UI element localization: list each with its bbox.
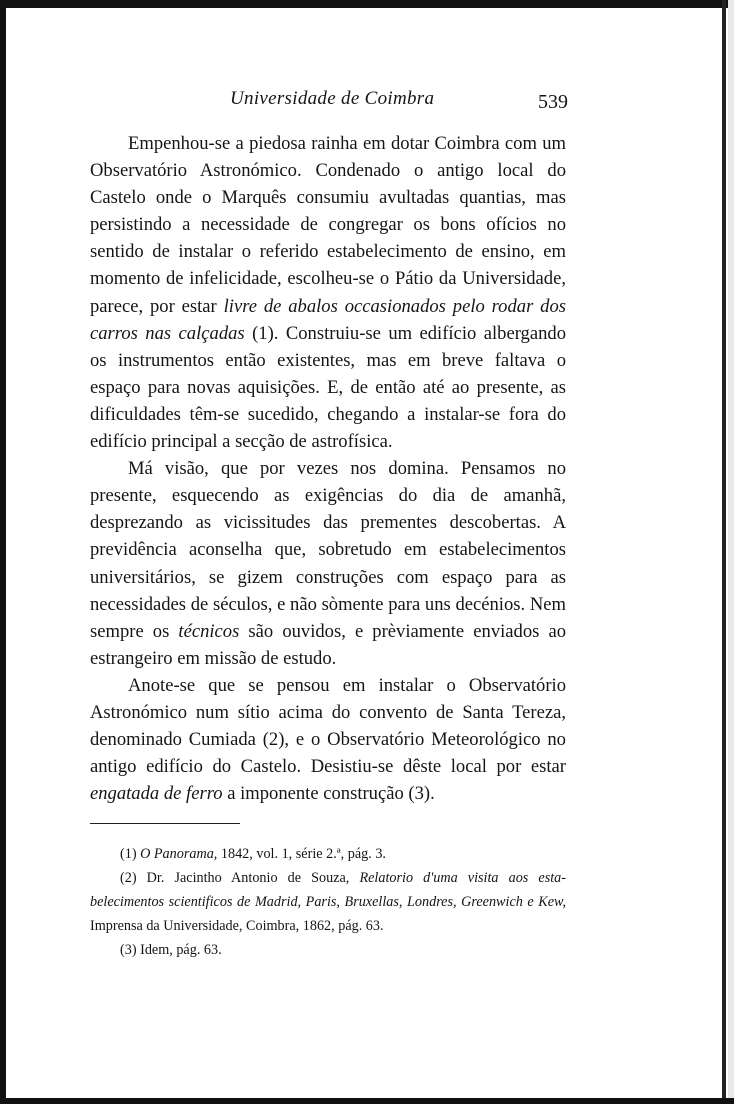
page-header (90, 88, 570, 118)
paragraph-1-quote: livre de abalos occasionados pelo rodar dos carros nas calçadas (90, 295, 566, 344)
paragraph-2-emphasis: técnicos (178, 620, 240, 642)
paragraph-2-text-a: Má visão, que por vezes nos domina. Pensamos no presente, esquecendo as exigências do dia de amanhã, desprezando as vicissitudes das prementes descobertas. A previdência aconselha que, sobretudo em estabelecimentos universitários, se gizem construções com espaço para as necessidades de séculos, e não sòmente para uns decénios. Nem sempre os (90, 458, 566, 642)
scan-border-bottom (0, 1098, 734, 1104)
footnote-separator (90, 823, 240, 824)
footnote-ref-3: (3). (403, 783, 435, 805)
footnote-ref-1: (1). (244, 322, 279, 344)
page-number: 539 (538, 91, 568, 113)
footnote-2-rest: Imprensa da Universidade, Coimbra, 1862, pág. 63. (90, 918, 384, 934)
footnote-2-author: Dr. Jacintho Antonio de Souza, (146, 870, 360, 886)
footnote-2-mark: (2) (120, 870, 137, 886)
body-text (90, 130, 566, 807)
paragraph-2-text-b: são ouvidos, e prèviamente enviados ao estrangeiro em missão de estudo. (90, 620, 567, 669)
scan-margin-right (728, 0, 734, 1104)
footnote-1-mark: (1) (120, 846, 137, 862)
footnote-ref-2: (2), (255, 729, 290, 751)
paragraph-3-emphasis: engatada de ferro (90, 783, 223, 805)
footnotes (90, 842, 566, 962)
scan-border-top (0, 0, 734, 8)
scan-border-left (0, 0, 6, 1104)
footnote-1-rest: 1842, vol. 1, série 2.ª, pág. 3. (217, 846, 386, 862)
paragraph-1 (90, 130, 566, 455)
paragraph-3-text-c: a imponente construção (222, 783, 404, 805)
paragraph-1-text-b: Construiu-se um edifício albergando os instrumentos então existentes, mas em breve faltava o espaço para novas aquisições. E, de então até ao presente, as dificuldades têm-se sucedido, chegando a instalar-se fora do edifício principal a secção de astrofísica. (90, 322, 566, 453)
footnote-1 (90, 842, 566, 866)
footnote-2-title: Relatorio d'uma visita aos estabelecimentos scientificos de Madrid, Paris, Bruxellas, Londres, Greenwich e Kew, (90, 870, 567, 910)
footnote-3-rest: Idem, pág. 63. (140, 942, 222, 958)
paragraph-1-text-a: Empenhou-se a piedosa rainha em dotar Coimbra com um Observatório Astronómico. Condenado o antigo local do Castelo onde o Marquês consumiu avultadas quantias, mas persistindo a necessidade de congregar os bons ofícios no sentido de instalar o referido estabelecimento de ensino, em momento de infelicidade, escolheu-se o Pátio da Universidade, parece, por estar (90, 133, 566, 317)
scan-border-right (722, 0, 726, 1104)
running-title: Universidade de Coimbra (230, 88, 435, 109)
paragraph-2 (90, 455, 566, 672)
footnote-1-title: O Panorama, (140, 846, 218, 862)
footnote-3 (90, 938, 566, 962)
paragraph-3 (90, 672, 566, 807)
paragraph-3-text-a: Anote-se que se pensou em instalar o Observatório Astronómico num sítio acima do convento de Santa Tereza, denominado Cumiada (90, 674, 566, 751)
footnote-3-mark: (3) (120, 942, 137, 958)
paragraph-3-text-b: e o Observatório Meteorológico no antigo edifício do Castelo. Desistiu-se dêste local por estar (90, 729, 566, 778)
footnote-2 (90, 866, 566, 938)
